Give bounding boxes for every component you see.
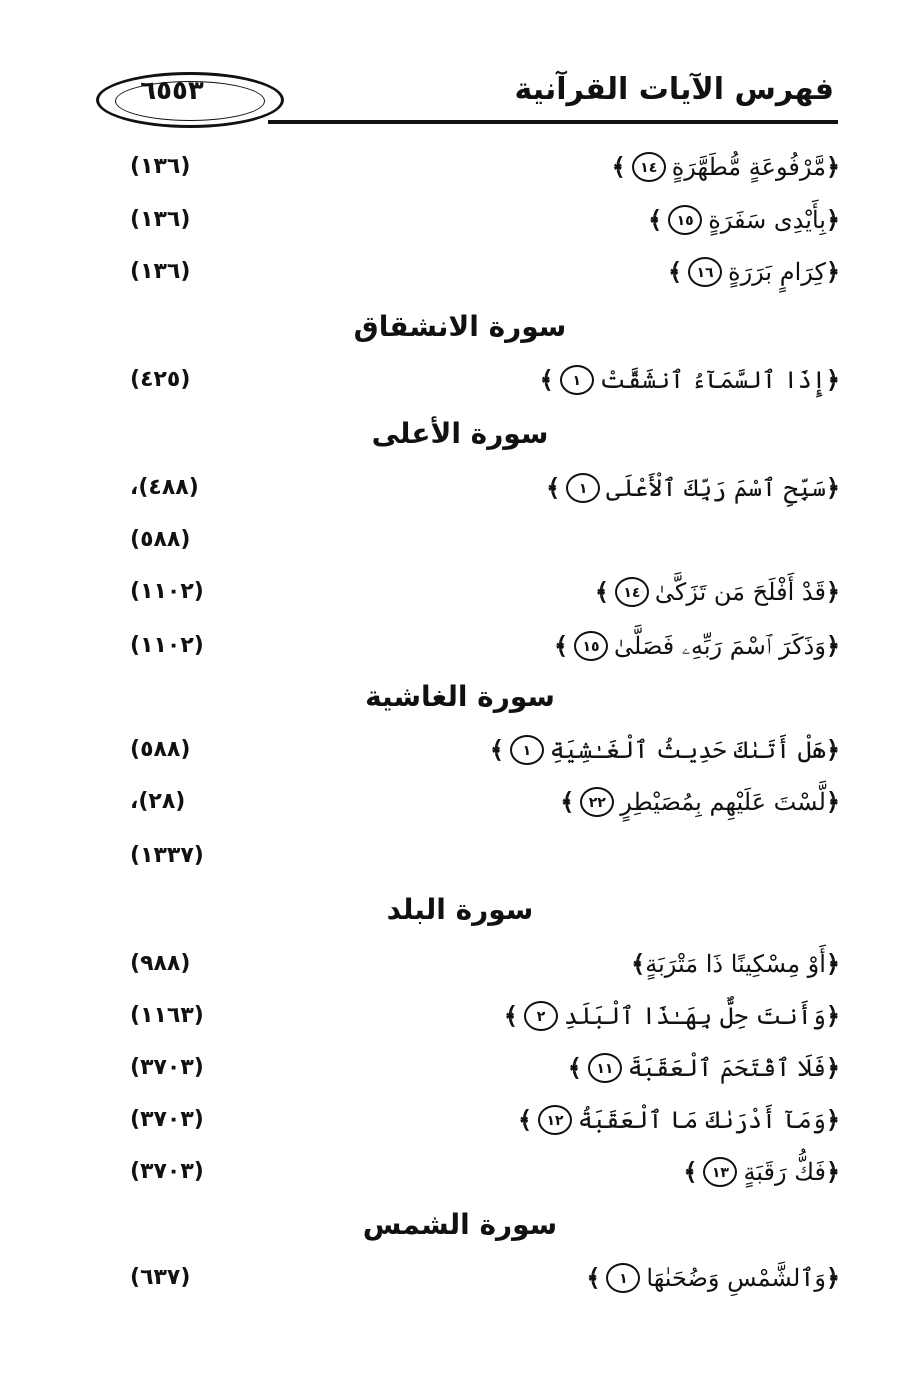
index-row <box>100 1150 840 1194</box>
verse-text <box>612 145 840 189</box>
verse-words: كِرَامٍ بَرَرَةٍ <box>728 258 826 286</box>
ornate-bracket-open-icon: ﴿ <box>825 365 840 394</box>
hadith-reference-number: (١٣٦) <box>130 154 191 179</box>
ornate-bracket-open-icon: ﴿ <box>825 1105 840 1134</box>
ornate-bracket-open-icon: ﴿ <box>825 735 840 764</box>
index-row <box>100 518 840 562</box>
ornate-bracket-close-icon: ﴾ <box>586 1263 601 1292</box>
verse-words: أَوْ مِسْكِينًا ذَا مَتْرَبَةٍ <box>645 950 826 978</box>
verse-text <box>595 570 840 614</box>
verse-words: مَّرْفُوعَةٍ مُّطَهَّرَةٍ <box>671 153 826 181</box>
verse-words: هَلْ أَتَىٰكَ حَدِيثُ ٱلْغَـٰشِيَةِ <box>549 736 826 764</box>
ayah-number-medallion: ١٦ <box>688 257 722 287</box>
ayah-number-medallion: ١٤ <box>615 577 649 607</box>
verse-words: قَدْ أَفْلَحَ مَن تَزَكَّىٰ <box>654 578 826 606</box>
surah-heading: سورة الانشقاق <box>353 310 567 343</box>
ayah-number-medallion: ١٥ <box>574 631 608 661</box>
ornate-bracket-close-icon: ﴾ <box>611 152 626 181</box>
index-row <box>100 1098 840 1142</box>
verse-text <box>586 1256 840 1300</box>
verse-text <box>631 942 840 986</box>
hadith-reference-number: (١٣٣٧) <box>130 843 204 868</box>
page-title: فهرس الآيات القرآنية <box>514 72 834 107</box>
ornate-bracket-open-icon: ﴿ <box>825 1053 840 1082</box>
verse-words: بِأَيْدِى سَفَرَةٍ <box>708 206 826 234</box>
hadith-reference-number: (٤٨٨)، <box>130 475 199 500</box>
index-row <box>100 466 840 510</box>
ornate-bracket-open-icon: ﴿ <box>825 787 840 816</box>
hadith-reference-number: (٤٢٥) <box>130 367 191 392</box>
verse-words: لَّسْتَ عَلَيْهِم بِمُصَيْطِرٍ <box>620 788 826 816</box>
index-row <box>100 624 840 668</box>
ayah-number-medallion: ١٥ <box>668 205 702 235</box>
page-number: ٦٥٥٣ <box>140 76 204 106</box>
ayah-number-medallion: ١١ <box>588 1053 622 1083</box>
ornate-bracket-close-icon: ﴾ <box>667 257 683 286</box>
ornate-bracket-open-icon: ﴿ <box>825 205 840 234</box>
index-row <box>100 1256 840 1300</box>
hadith-reference-number: (٩٨٨) <box>130 951 191 976</box>
hadith-reference-number: (٣٧٠٣) <box>130 1107 204 1132</box>
verse-text <box>504 994 840 1038</box>
hadith-reference-number: (٢٨)، <box>130 789 186 814</box>
index-row <box>100 728 840 772</box>
verse-text <box>490 728 840 772</box>
index-row <box>100 780 840 824</box>
verse-text <box>568 1046 840 1090</box>
verse-text <box>554 624 840 668</box>
verse-text <box>518 1098 840 1142</box>
surah-heading: سورة الأعلى <box>371 417 549 450</box>
ornate-bracket-close-icon: ﴾ <box>546 473 561 502</box>
index-row <box>100 250 840 294</box>
ornate-bracket-close-icon: ﴾ <box>489 735 504 764</box>
ornate-bracket-open-icon: ﴿ <box>825 473 840 502</box>
ayah-number-medallion: ١٢ <box>538 1105 572 1135</box>
ornate-bracket-close-icon: ﴾ <box>567 1053 582 1082</box>
verse-words: سَبِّحِ ٱسْمَ رَبِّكَ ٱلْأَعْلَى <box>606 474 826 502</box>
hadith-reference-number: (١١٦٣) <box>130 1003 204 1028</box>
verse-words: فَلَا ٱقْتَحَمَ ٱلْعَقَبَةَ <box>627 1054 826 1082</box>
ornate-bracket-open-icon: ﴿ <box>825 631 840 660</box>
verse-words: إِذَا ٱلسَّمَآءُ ٱنشَقَّتْ <box>599 366 826 394</box>
ornate-bracket-close-icon: ﴾ <box>553 631 569 660</box>
ornate-bracket-close-icon: ﴾ <box>503 1001 518 1030</box>
hadith-reference-number: (٦٣٧) <box>130 1265 191 1290</box>
ayah-number-medallion: ١٣ <box>703 1157 737 1187</box>
verse-words: وَذَكَرَ ٱسْمَ رَبِّهِۦ فَصَلَّىٰ <box>614 632 826 660</box>
ayah-number-medallion: ١٤ <box>632 152 666 182</box>
ornate-bracket-close-icon: ﴾ <box>631 949 646 978</box>
ornate-bracket-open-icon: ﴿ <box>825 949 840 978</box>
verse-words: وَأَنتَ حِلٌّ بِهَـٰذَا ٱلْبَلَدِ <box>563 1002 826 1030</box>
ayah-number-medallion: ٢٢ <box>580 787 614 817</box>
verse-text <box>683 1150 840 1194</box>
ayah-number-medallion: ٢ <box>524 1001 558 1031</box>
ornate-bracket-close-icon: ﴾ <box>648 205 663 234</box>
verse-text <box>560 780 840 824</box>
hadith-reference-number: (٥٨٨) <box>130 527 191 552</box>
index-row <box>100 145 840 189</box>
ayah-number-medallion: ١ <box>566 473 600 503</box>
verse-words: وَمَآ أَدْرَىٰكَ مَا ٱلْعَقَبَةُ <box>578 1106 826 1134</box>
ornate-bracket-close-icon: ﴾ <box>517 1105 533 1134</box>
verse-words: فَكُّ رَقَبَةٍ <box>743 1158 826 1186</box>
ayah-number-medallion: ١ <box>560 365 594 395</box>
ornate-bracket-open-icon: ﴿ <box>825 1157 840 1186</box>
index-row <box>100 570 840 614</box>
verse-text <box>648 198 840 242</box>
ornate-bracket-open-icon: ﴿ <box>825 1001 840 1030</box>
verse-text <box>540 358 840 402</box>
ornate-bracket-open-icon: ﴿ <box>825 577 840 606</box>
ornate-bracket-close-icon: ﴾ <box>683 1157 698 1186</box>
verse-text <box>546 466 840 510</box>
index-row <box>100 198 840 242</box>
index-row <box>100 834 840 878</box>
ornate-bracket-open-icon: ﴿ <box>825 152 840 181</box>
ornate-bracket-open-icon: ﴿ <box>825 257 840 286</box>
hadith-reference-number: (١١٠٢) <box>130 579 204 604</box>
ornate-bracket-close-icon: ﴾ <box>539 365 554 394</box>
surah-heading: سورة الغاشية <box>365 680 555 713</box>
hadith-reference-number: (١٣٦) <box>130 259 191 284</box>
hadith-reference-number: (٥٨٨) <box>130 737 191 762</box>
hadith-reference-number: (٣٧٠٣) <box>130 1055 204 1080</box>
index-row <box>100 1046 840 1090</box>
ayah-number-medallion: ١ <box>510 735 544 765</box>
index-row <box>100 994 840 1038</box>
index-row <box>100 942 840 986</box>
verse-words: وَٱلشَّمْسِ وَضُحَىٰهَا <box>646 1264 826 1292</box>
ornate-bracket-close-icon: ﴾ <box>560 787 575 816</box>
verse-text <box>668 250 840 294</box>
hadith-reference-number: (١١٠٢) <box>130 633 204 658</box>
ornate-bracket-open-icon: ﴿ <box>825 1263 840 1292</box>
index-row <box>100 358 840 402</box>
ayah-number-medallion: ١ <box>606 1263 640 1293</box>
hadith-reference-number: (٣٧٠٣) <box>130 1159 204 1184</box>
surah-heading: سورة الشمس <box>362 1208 558 1241</box>
surah-heading: سورة البلد <box>386 893 534 926</box>
ornate-bracket-close-icon: ﴾ <box>594 577 609 606</box>
hadith-reference-number: (١٣٦) <box>130 207 191 232</box>
